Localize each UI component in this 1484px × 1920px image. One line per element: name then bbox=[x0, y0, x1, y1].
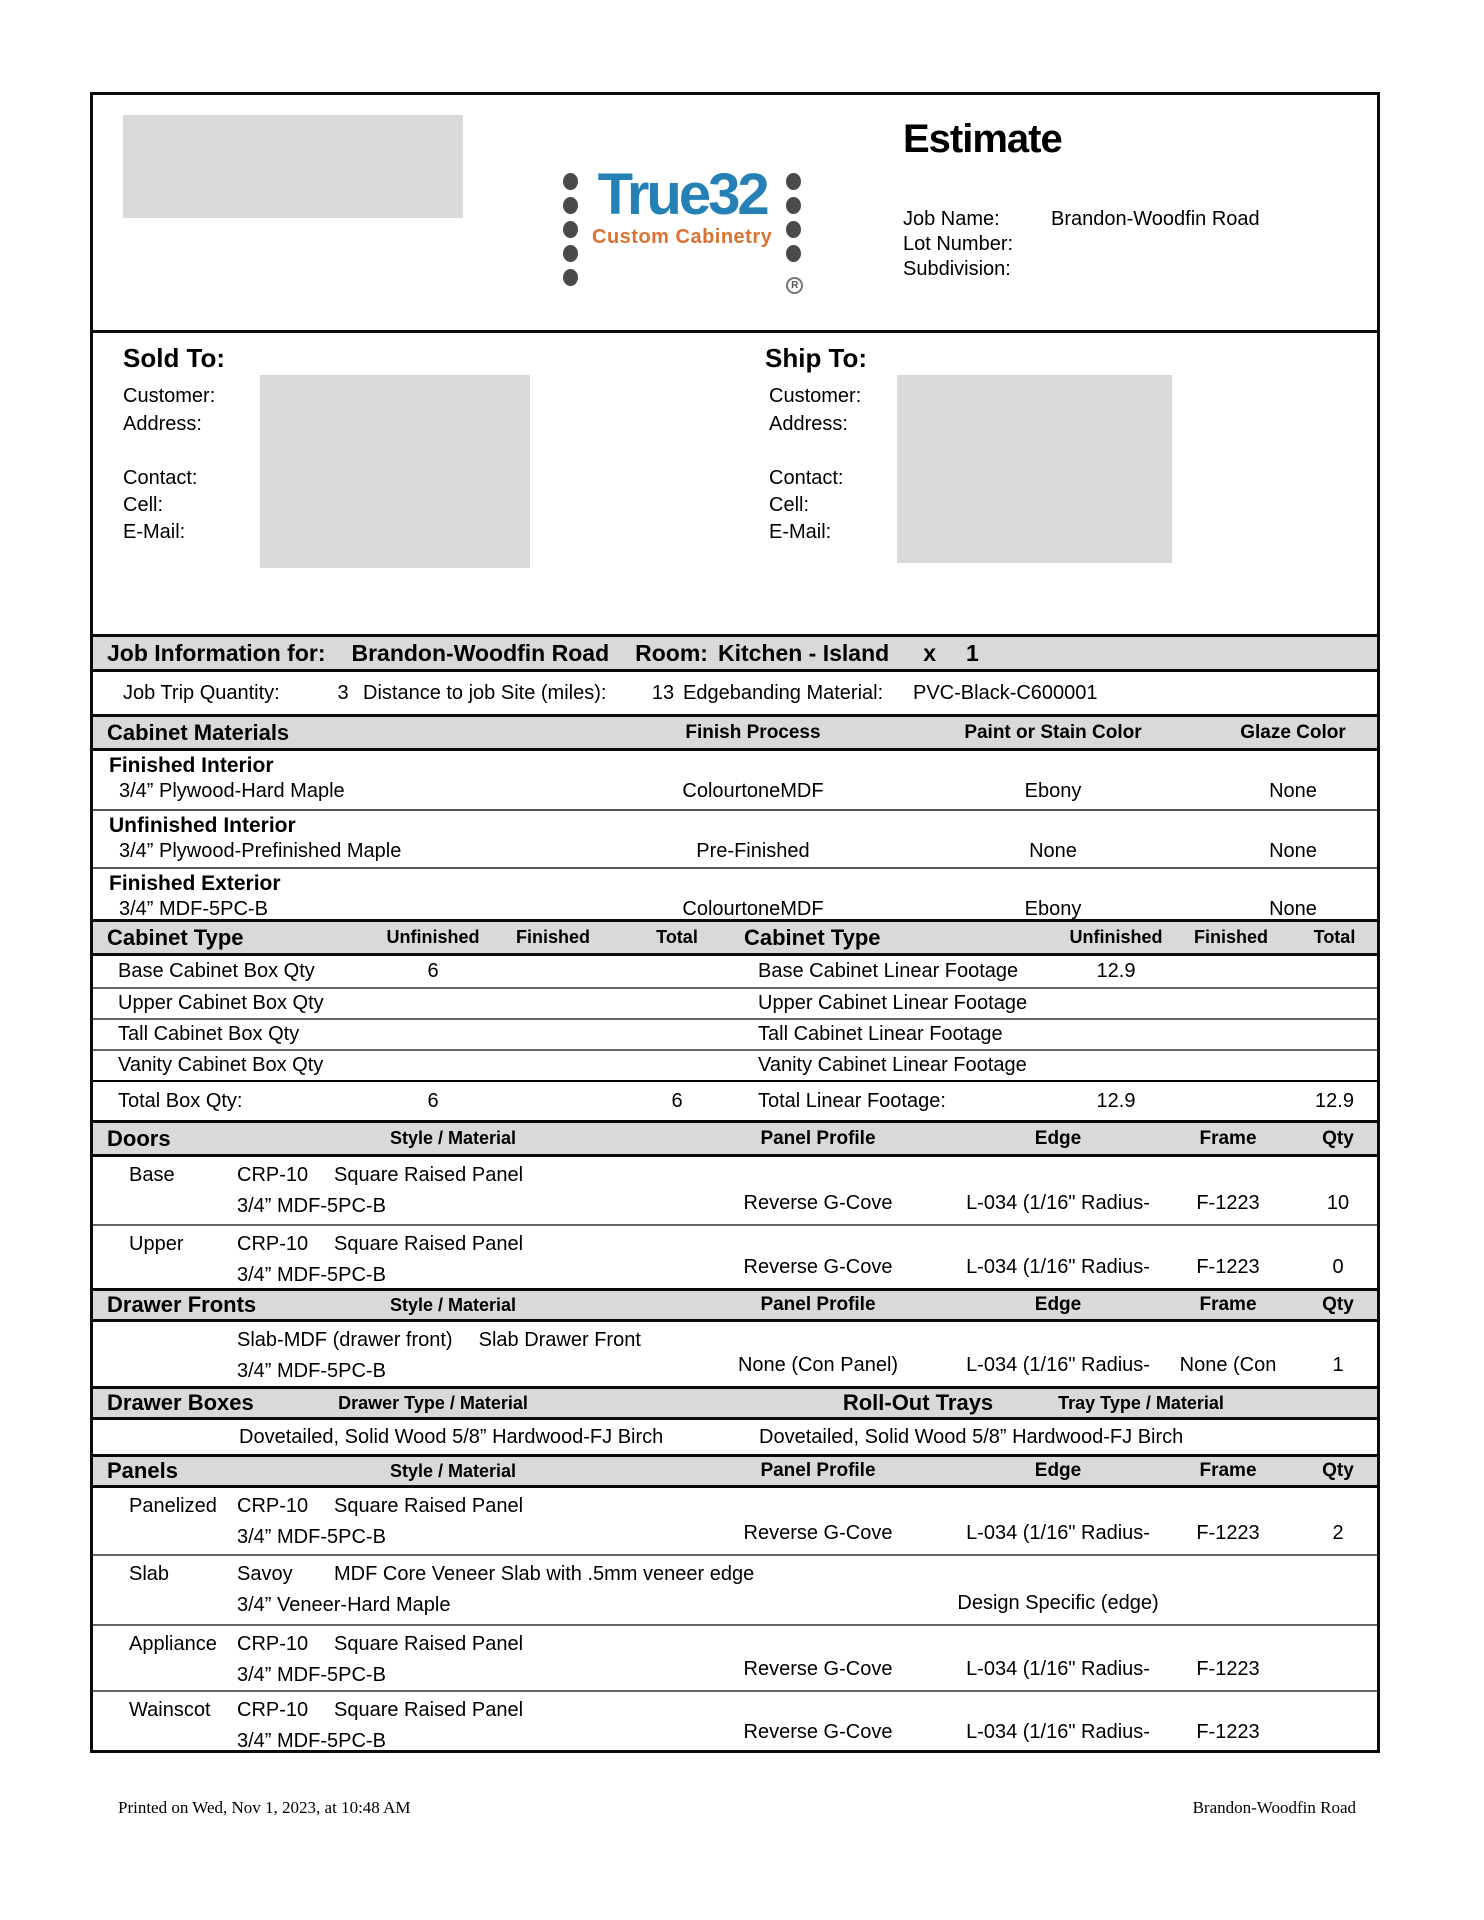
style-name: Square Raised Panel bbox=[334, 1699, 524, 1721]
frame-header: Frame bbox=[1199, 1294, 1257, 1315]
material: 3/4” MDF-5PC-B bbox=[237, 1360, 386, 1382]
panel-row bbox=[93, 1690, 1377, 1750]
cabinet-type-table bbox=[93, 956, 1377, 1120]
qty-header: Qty bbox=[1322, 1127, 1354, 1149]
cabinet-materials-title: Cabinet Materials bbox=[107, 719, 290, 745]
row-label: Base Cabinet Linear Footage bbox=[758, 960, 1019, 982]
page-footer bbox=[90, 1798, 1380, 1818]
ship-to-redacted-box bbox=[897, 375, 1172, 563]
drawer-fronts-title: Drawer Fronts bbox=[107, 1292, 257, 1317]
panel-row bbox=[93, 1624, 1377, 1690]
style-name: Square Raised Panel bbox=[334, 1633, 524, 1655]
doors-title: Doors bbox=[107, 1125, 171, 1151]
style-name: Square Raised Panel bbox=[334, 1495, 524, 1517]
estimate-title: Estimate bbox=[903, 117, 1062, 161]
total-unfinished-value: 6 bbox=[427, 1089, 439, 1112]
total-unfinished-value: 12.9 bbox=[1096, 1089, 1136, 1112]
row-label: Vanity Cabinet Linear Footage bbox=[758, 1054, 1027, 1076]
paint-stain-header: Paint or Stain Color bbox=[964, 721, 1142, 743]
sold-to-redacted-box bbox=[260, 375, 530, 568]
style-material-header: Style / Material bbox=[389, 1294, 517, 1315]
ship-to-email-label: E-Mail: bbox=[769, 521, 832, 543]
material-value: 3/4” Plywood-Prefinished Maple bbox=[119, 840, 402, 862]
group-title: Unfinished Interior bbox=[109, 814, 296, 837]
style-name: Slab Drawer Front bbox=[478, 1329, 641, 1351]
style-code: Savoy bbox=[237, 1563, 293, 1585]
job-information-bar bbox=[93, 634, 1377, 672]
edge: L-034 (1/16" Radius- bbox=[966, 1354, 1150, 1376]
material-value: 3/4” Plywood-Hard Maple bbox=[119, 780, 345, 802]
panel-profile: Reverse G-Cove bbox=[743, 1658, 893, 1680]
job-trip-row bbox=[93, 672, 1377, 714]
finished-header: Finished bbox=[1193, 927, 1268, 947]
qty-header: Qty bbox=[1322, 1460, 1354, 1481]
cabinet-type-row bbox=[93, 1049, 1377, 1080]
paint-value: Ebony bbox=[1024, 898, 1082, 920]
panels-header bbox=[93, 1454, 1377, 1488]
frame: F-1223 bbox=[1196, 1721, 1260, 1743]
edge-header: Edge bbox=[1034, 1127, 1082, 1149]
frame: F-1223 bbox=[1196, 1658, 1260, 1680]
panels-table bbox=[93, 1488, 1377, 1750]
cabinet-type-row bbox=[93, 956, 1377, 987]
row-label: Base Cabinet Box Qty bbox=[118, 960, 315, 982]
job-name-value: Brandon-Woodfin Road bbox=[1051, 208, 1260, 230]
panel-type: Appliance bbox=[129, 1633, 217, 1655]
job-info-label: Job Information for: bbox=[107, 639, 326, 666]
style-name: Square Raised Panel bbox=[334, 1233, 524, 1255]
style-code: CRP-10 bbox=[237, 1164, 309, 1186]
panel-profile: Reverse G-Cove bbox=[743, 1192, 893, 1214]
door-row bbox=[93, 1157, 1377, 1224]
glaze-color-header: Glaze Color bbox=[1240, 721, 1346, 743]
printed-timestamp: Printed on Wed, Nov 1, 2023, at 10:48 AM bbox=[118, 1798, 411, 1817]
distance-value: 13 bbox=[651, 681, 675, 704]
unfinished-value: 6 bbox=[427, 960, 439, 982]
group-title: Finished Exterior bbox=[109, 872, 281, 895]
frame: F-1223 bbox=[1196, 1522, 1260, 1544]
room-value: Kitchen - Island bbox=[717, 639, 890, 666]
doors-header bbox=[93, 1120, 1377, 1157]
panel-profile-header: Panel Profile bbox=[760, 1460, 876, 1481]
edge: Design Specific (edge) bbox=[957, 1592, 1159, 1614]
room-label: Room: bbox=[635, 639, 708, 666]
trip-qty-label: Job Trip Quantity: bbox=[123, 681, 280, 704]
ship-to-title: Ship To: bbox=[765, 343, 868, 373]
cabinet-type-title-left: Cabinet Type bbox=[107, 924, 244, 950]
material: 3/4” MDF-5PC-B bbox=[237, 1264, 386, 1286]
panel-profile: None (Con Panel) bbox=[737, 1354, 899, 1376]
frame-header: Frame bbox=[1199, 1127, 1257, 1149]
edge: L-034 (1/16" Radius- bbox=[966, 1658, 1150, 1680]
panel-type: Wainscot bbox=[129, 1699, 211, 1721]
material-group bbox=[93, 809, 1377, 867]
panel-row bbox=[93, 1488, 1377, 1554]
job-info-job-name: Brandon-Woodfin Road bbox=[351, 639, 610, 666]
unfinished-value: 12.9 bbox=[1096, 960, 1136, 982]
frame: F-1223 bbox=[1196, 1256, 1260, 1278]
row-label: Upper Cabinet Linear Footage bbox=[758, 992, 1028, 1014]
ship-to-contact-label: Contact: bbox=[769, 467, 844, 489]
material-value: 3/4” MDF-5PC-B bbox=[119, 898, 268, 920]
true32-logo bbox=[563, 162, 803, 294]
paint-value: Ebony bbox=[1024, 780, 1082, 802]
cabinet-materials-header bbox=[93, 714, 1377, 751]
ship-to-address-label: Address: bbox=[769, 413, 848, 435]
job-name-label: Job Name: bbox=[903, 208, 1000, 230]
frame: F-1223 bbox=[1196, 1192, 1260, 1214]
panel-profile: Reverse G-Cove bbox=[743, 1256, 893, 1278]
row-label: Tall Cabinet Box Qty bbox=[118, 1023, 300, 1045]
material-group bbox=[93, 867, 1377, 919]
paint-value: None bbox=[1029, 840, 1077, 862]
lot-number-label: Lot Number: bbox=[903, 233, 1014, 255]
room-count: 1 bbox=[966, 639, 979, 666]
door-type: Upper bbox=[129, 1233, 184, 1255]
style-name: Square Raised Panel bbox=[334, 1164, 524, 1186]
glaze-value: None bbox=[1269, 840, 1317, 862]
total-value: 12.9 bbox=[1315, 1089, 1354, 1112]
drawer-box-material: Dovetailed, Solid Wood 5/8” Hardwood-FJ Birch bbox=[239, 1425, 664, 1448]
drawer-front-row bbox=[93, 1322, 1377, 1386]
sold-to-contact-label: Contact: bbox=[123, 467, 198, 489]
drawer-boxes-row bbox=[93, 1420, 1377, 1454]
tray-material: Dovetailed, Solid Wood 5/8” Hardwood-FJ Birch bbox=[759, 1425, 1184, 1448]
drawer-fronts-table bbox=[93, 1322, 1377, 1386]
panel-type: Slab bbox=[129, 1563, 170, 1585]
qty: 10 bbox=[1326, 1192, 1350, 1214]
cabinet-type-row bbox=[93, 987, 1377, 1018]
style-code: CRP-10 bbox=[237, 1633, 309, 1655]
cabinet-type-header bbox=[93, 919, 1377, 956]
cabinet-type-row bbox=[93, 1018, 1377, 1049]
edge: L-034 (1/16" Radius- bbox=[966, 1522, 1150, 1544]
frame-header: Frame bbox=[1199, 1460, 1257, 1481]
sold-to-customer-label: Customer: bbox=[123, 385, 216, 407]
cabinet-type-total-row bbox=[93, 1080, 1377, 1120]
total-header: Total bbox=[1313, 927, 1356, 947]
footer-job-name: Brandon-Woodfin Road bbox=[1192, 1798, 1356, 1817]
style-material-header: Style / Material bbox=[389, 1460, 517, 1481]
finish-value: ColourtoneMDF bbox=[682, 780, 824, 802]
drawer-type-material-header: Drawer Type / Material bbox=[338, 1392, 528, 1413]
sold-to-title: Sold To: bbox=[123, 343, 226, 373]
style-code: CRP-10 bbox=[237, 1699, 309, 1721]
frame bbox=[1153, 1556, 1303, 1624]
estimate-page bbox=[90, 92, 1380, 1753]
brand-name: True32 bbox=[597, 162, 767, 227]
total-header: Total bbox=[656, 927, 698, 947]
material: 3/4” MDF-5PC-B bbox=[237, 1664, 386, 1686]
qty bbox=[1303, 1556, 1373, 1624]
glaze-value: None bbox=[1269, 898, 1317, 920]
ship-to-cell-label: Cell: bbox=[769, 494, 810, 516]
cabinet-materials-table bbox=[93, 751, 1377, 919]
edge-header: Edge bbox=[1034, 1460, 1082, 1481]
edgebanding-label: Edgebanding Material: bbox=[683, 681, 884, 704]
qty: 0 bbox=[1332, 1256, 1344, 1278]
doors-table bbox=[93, 1157, 1377, 1288]
front-type bbox=[93, 1322, 233, 1386]
logo-right-dots bbox=[786, 167, 803, 294]
qty: 1 bbox=[1332, 1354, 1344, 1376]
finished-header: Finished bbox=[515, 927, 590, 947]
material: 3/4” MDF-5PC-B bbox=[237, 1195, 386, 1217]
ship-to-customer-label: Customer: bbox=[769, 385, 862, 407]
panels-title: Panels bbox=[107, 1458, 178, 1483]
material: 3/4” Veneer-Hard Maple bbox=[237, 1594, 451, 1616]
qty bbox=[1303, 1692, 1373, 1753]
job-header-block bbox=[903, 207, 1260, 282]
edge: L-034 (1/16" Radius- bbox=[966, 1256, 1150, 1278]
room-times: x bbox=[923, 639, 936, 666]
edgebanding-value: PVC-Black-C600001 bbox=[913, 681, 1098, 704]
door-row bbox=[93, 1224, 1377, 1288]
drawer-boxes-title: Drawer Boxes bbox=[107, 1390, 254, 1415]
logo-left-dots bbox=[563, 167, 578, 286]
row-label: Vanity Cabinet Box Qty bbox=[118, 1054, 324, 1076]
tray-type-material-header: Tray Type / Material bbox=[1058, 1392, 1224, 1413]
glaze-value: None bbox=[1269, 780, 1317, 802]
material: 3/4” MDF-5PC-B bbox=[237, 1730, 386, 1752]
group-title: Finished Interior bbox=[109, 754, 274, 777]
style-name: MDF Core Veneer Slab with .5mm veneer edge bbox=[334, 1563, 755, 1585]
drawer-fronts-header bbox=[93, 1288, 1377, 1322]
panel-profile bbox=[673, 1556, 963, 1624]
registered-trademark-icon: R bbox=[786, 277, 803, 294]
sold-ship-section bbox=[93, 330, 1377, 634]
subdivision-label: Subdivision: bbox=[903, 258, 1011, 280]
unfinished-header: Unfinished bbox=[386, 927, 480, 947]
frame: None (Con bbox=[1179, 1354, 1277, 1376]
qty bbox=[1303, 1626, 1373, 1690]
door-type: Base bbox=[129, 1164, 175, 1186]
panel-profile-header: Panel Profile bbox=[760, 1294, 876, 1315]
style-material-header: Style / Material bbox=[389, 1128, 517, 1148]
panel-type: Panelized bbox=[129, 1495, 217, 1517]
edge: L-034 (1/16" Radius- bbox=[966, 1192, 1150, 1214]
unfinished-header: Unfinished bbox=[1069, 927, 1163, 947]
panel-profile: Reverse G-Cove bbox=[743, 1522, 893, 1544]
style-code: Slab-MDF (drawer front) bbox=[237, 1329, 453, 1351]
sold-to-address-label: Address: bbox=[123, 413, 202, 435]
style-code: CRP-10 bbox=[237, 1495, 309, 1517]
drawer-boxes-header bbox=[93, 1386, 1377, 1420]
qty-header: Qty bbox=[1322, 1294, 1354, 1315]
sold-to-cell-label: Cell: bbox=[123, 494, 164, 516]
finish-value: Pre-Finished bbox=[696, 840, 810, 862]
total-value: 6 bbox=[671, 1089, 683, 1112]
panel-profile-header: Panel Profile bbox=[760, 1127, 876, 1149]
qty: 2 bbox=[1332, 1522, 1344, 1544]
trip-qty-value: 3 bbox=[337, 681, 349, 704]
cabinet-type-title-right: Cabinet Type bbox=[744, 924, 881, 950]
company-logo-placeholder bbox=[123, 115, 463, 218]
sold-to-email-label: E-Mail: bbox=[123, 521, 186, 543]
panel-row bbox=[93, 1554, 1377, 1624]
panel-profile: Reverse G-Cove bbox=[743, 1721, 893, 1743]
total-box-qty-label: Total Box Qty: bbox=[118, 1089, 243, 1112]
distance-label: Distance to job Site (miles): bbox=[363, 681, 607, 704]
row-label: Tall Cabinet Linear Footage bbox=[758, 1023, 1003, 1045]
page-header bbox=[93, 95, 1377, 330]
row-label: Upper Cabinet Box Qty bbox=[118, 992, 324, 1014]
total-linear-footage-label: Total Linear Footage: bbox=[758, 1089, 946, 1112]
material-group bbox=[93, 751, 1377, 809]
brand-tagline: Custom Cabinetry bbox=[592, 226, 773, 249]
finish-process-header: Finish Process bbox=[685, 721, 821, 743]
material: 3/4” MDF-5PC-B bbox=[237, 1526, 386, 1548]
roll-out-trays-title: Roll-Out Trays bbox=[842, 1390, 994, 1415]
edge-header: Edge bbox=[1034, 1294, 1082, 1315]
edge: L-034 (1/16" Radius- bbox=[966, 1721, 1150, 1743]
style-code: CRP-10 bbox=[237, 1233, 309, 1255]
finish-value: ColourtoneMDF bbox=[682, 898, 824, 920]
